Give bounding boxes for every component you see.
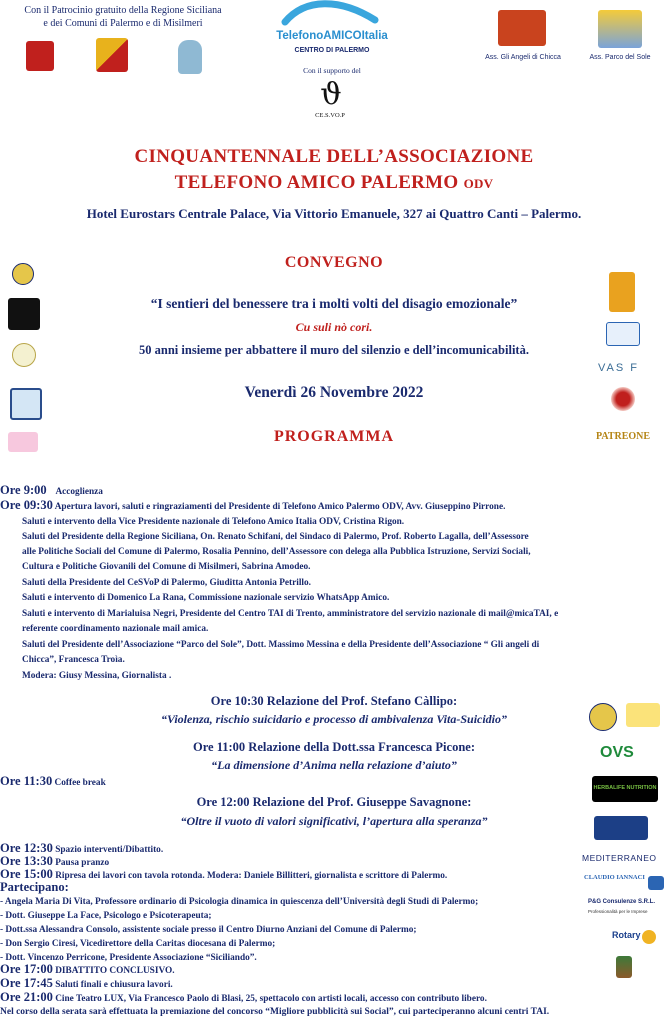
participant-line: - Dott. Giuseppe La Face, Psicologo e Psicoterapeuta; — [0, 911, 212, 921]
ovs-logo-icon: OVS — [600, 744, 634, 761]
program-time: Ore 11:30 — [0, 774, 53, 788]
parco-del-sole-logo — [598, 10, 642, 48]
program-line: alle Politiche Sociali del Comune di Palermo, Rosalia Pennino, dell’Assessore con delega alla Pubblica Istruzione, Servizi Sociali, — [22, 547, 531, 557]
program-time: Ore 13:30 — [0, 854, 53, 868]
herbalife-label: HERBALIFE NUTRITION — [593, 785, 657, 791]
program-line: Saluti e intervento della Vice Presidente nazionale di Telefono Amico Italia ODV, Cristina Rigon. — [22, 517, 405, 527]
program-text: Saluti finali e chiusura lavori. — [55, 980, 173, 990]
mediterraneo-logo: MEDITERRANEO — [582, 853, 657, 863]
convegno-theme: “I sentieri del benessere tra i molti volti del disagio emozionale” — [150, 296, 518, 311]
program-time: Ore 12:30 — [0, 841, 53, 855]
rotary-wheel-icon — [642, 930, 656, 944]
parco-del-sole-label: Ass. Parco del Sole — [589, 54, 651, 61]
program-time: Ore 09:30 — [0, 498, 53, 512]
program-time: Ore 17:00 — [0, 962, 53, 976]
venue: Hotel Eurostars Centrale Palace, Via Vittorio Emanuele, 327 ai Quattro Canti – Palermo. — [86, 206, 582, 221]
program-text: Cine Teatro LUX, Via Francesco Paolo di Blasi, 25, spettacolo con artisti locali, accesso con contributo libero. — [55, 994, 487, 1004]
dark-sponsor-logo — [8, 298, 40, 330]
program-row-accoglienza — [0, 484, 103, 499]
book-cover-logo — [609, 272, 635, 312]
program-text: Apertura lavori, saluti e ringraziamenti del Presidente di Telefono Amico Palermo ODV, Avv. Giuseppino Pirrone. — [54, 502, 506, 512]
program-line: Modera: Giusy Messina, Giornalista . — [22, 671, 172, 681]
event-title-line2-text: TELEFONO AMICO PALERMO — [174, 172, 459, 193]
program-line: Saluti e intervento di Marialuisa Negri, Presidente del Centro TAI di Trento, amministratore del servizio nazionale di mail@micaTAI, e — [22, 609, 559, 619]
relazione-head: Ore 11:00 Relazione della Dott.ssa Francesca Picone: — [192, 740, 475, 754]
program-text: Accoglienza — [55, 487, 103, 497]
event-title-line1: CINQUANTENNALE DELL’ASSOCIAZIONE — [134, 146, 534, 167]
participants-label — [0, 881, 69, 896]
participant-line: - Don Sergio Ciresi, Vicedirettore della Caritas diocesana di Palermo; — [0, 939, 276, 949]
brand-subtitle: CENTRO DI PALERMO — [294, 47, 370, 54]
angeli-di-chicca-logo — [498, 10, 546, 46]
footer-note: Nel corso della serata sarà effettuata la premiazione del concorso “Migliore pubblicità sui Social”, cui parteciperanno alcuni centri TAI. — [0, 1007, 550, 1017]
program-row — [0, 991, 487, 1006]
convegno-label: CONVEGNO — [284, 254, 384, 271]
convegno-subtitle: 50 anni insieme per abbattere il muro del silenzio e dell’incomunicabilità. — [139, 343, 529, 357]
event-title-line2 — [40, 172, 628, 194]
relazione-head: Ore 12:00 Relazione del Prof. Giuseppe Savagnone: — [196, 795, 472, 809]
program-text: DIBATTITO CONCLUSIVO. — [55, 966, 175, 976]
rotary-logo: Rotary — [612, 930, 641, 940]
patronage-text — [8, 4, 238, 30]
relazione-title: “Violenza, rischio suicidario e processo di ambivalenza Vita-Suicidio” — [160, 712, 508, 726]
participant-line: - Angela Maria Di Vita, Professore ordinario di Psicologia dinamica in quiescenza dell’Università degli Studi di Palermo; — [0, 897, 479, 907]
patronage-line2: e dei Comuni di Palermo e di Misilmeri — [43, 18, 203, 29]
program-line: Chicca”, Francesca Troìa. — [22, 655, 125, 665]
vasif-logo: VAS F — [598, 362, 639, 374]
program-text: Ripresa dei lavori con tavola rotonda. Modera: Daniele Billitteri, giornalista e scrittore di Palermo. — [55, 871, 448, 881]
support-text: Con il supporto del — [303, 66, 361, 75]
misilmeri-crest-logo — [178, 40, 202, 74]
program-row-coffee — [0, 775, 106, 790]
program-line: Saluti e intervento di Domenico La Rana, Commissione nazionale servizio WhatsApp Amico. — [22, 593, 390, 603]
program-time: Ore 17:45 — [0, 976, 53, 990]
brand-name: TelefonoAMICOItalia — [276, 30, 388, 42]
blue-photo-logo — [594, 816, 648, 840]
participant-line: - Dott.ssa Alessandra Consolo, assistente sociale presso il Centro Diurno Anziani del Comune di Palermo; — [0, 925, 417, 935]
program-time: Ore 21:00 — [0, 990, 53, 1004]
blue-badge-logo — [648, 876, 664, 890]
program-line: Cultura e Politiche Giovanili del Comune di Misilmeri, Sabrina Amodeo. — [22, 562, 311, 572]
cesvop-logo-icon: ϑ — [320, 77, 342, 112]
program-text: Spazio interventi/Dibattito. — [55, 845, 164, 855]
tree-sponsor-logo — [616, 956, 632, 978]
patreone-logo: PATREONE — [596, 431, 651, 442]
angeli-di-chicca-label: Ass. Gli Angeli di Chicca — [485, 54, 561, 61]
program-line: referente coordinamento nazionale mail amica. — [22, 624, 209, 634]
relazione-title: “Oltre il vuoto di valori significativi, l’apertura alla speranza” — [180, 814, 488, 828]
participants-label-text: Partecipano: — [0, 880, 69, 894]
claudio-iannaci-logo: CLAUDIO IANNACI — [584, 874, 645, 881]
patronage-line1: Con il Patrocinio gratuito della Regione Siciliana — [24, 5, 222, 16]
relazione-title: “La dimensione d’Anima nella relazione d’aiuto” — [211, 758, 457, 772]
participant-line: - Dott. Vincenzo Perricone, Presidente Associazione “Siciliando”. — [0, 953, 257, 963]
pg-consulenze-sub: Professionalità per le Imprese — [588, 909, 648, 914]
program-row-apertura — [0, 499, 505, 514]
telefono-amico-logo-icon — [280, 0, 380, 28]
event-date: Venerdì 26 Novembre 2022 — [244, 384, 424, 401]
pg-consulenze-logo: P&G Consulenze S.R.L. — [588, 899, 656, 905]
palermo-crest-logo — [26, 41, 54, 71]
program-line: Saluti della Presidente del CeSVoP di Palermo, Giuditta Antonia Petrillo. — [22, 578, 311, 588]
lions-club-logo-2 — [589, 703, 617, 731]
program-line: Saluti del Presidente della Regione Siciliana, On. Renato Schifani, del Sindaco di Palermo, Prof. Roberto Lagalla, dell’Assessore — [22, 532, 529, 542]
herbalife-logo — [592, 776, 658, 802]
program-text: Pausa pranzo — [55, 858, 110, 868]
lions-club-logo — [12, 263, 34, 285]
programma-label: PROGRAMMA — [273, 428, 395, 445]
program-time: Ore 15:00 — [0, 867, 53, 881]
convegno-dialect: Cu suli nò cori. — [295, 320, 373, 334]
blue-frame-logo — [10, 388, 42, 420]
pink-sponsor-logo — [8, 432, 38, 452]
relazione-head: Ore 10:30 Relazione del Prof. Stefano Càllipo: — [210, 694, 458, 708]
event-title-suffix: ODV — [463, 176, 494, 191]
yellow-sponsor-logo — [626, 703, 660, 727]
regione-siciliana-logo — [96, 38, 128, 72]
red-flower-logo — [611, 387, 635, 411]
round-seal-logo — [12, 343, 36, 367]
program-time: Ore 9:00 — [0, 483, 47, 497]
program-text: Coffee break — [54, 778, 106, 788]
program-line: Saluti del Presidente dell’Associazione “Parco del Sole”, Dott. Massimo Messina e della Presidente dell’Associazione “ Gli angeli di — [22, 640, 540, 650]
cesvop-label: CE.S.VO.P — [315, 112, 345, 119]
